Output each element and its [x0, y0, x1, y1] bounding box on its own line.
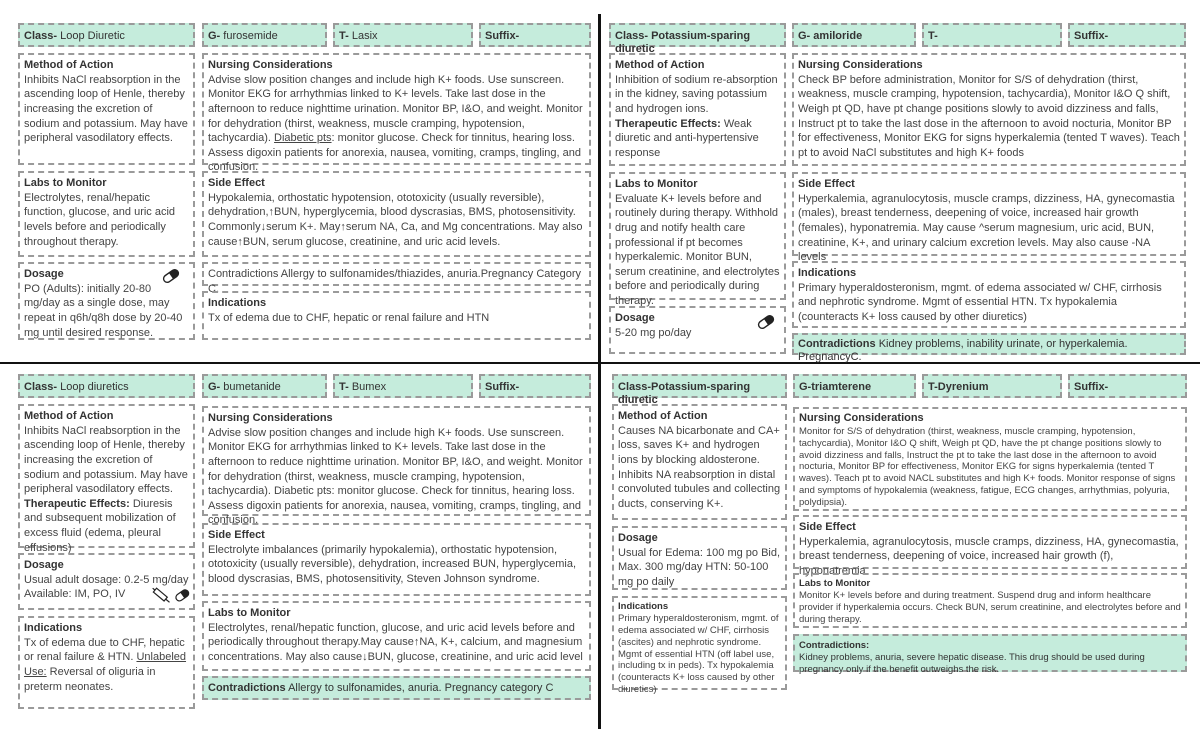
method-of-action	[609, 53, 786, 166]
section-text: Hyperkalemia, agranulocytosis, muscle cramps, dizziness, HA, gynecomastia (males), breast tenderness, deepening of voice, increased hair growth (females), hyponatremia. May cause ^serum magnesium, uric acid, BUN, creatinine, K+, and urinary calcium excretion levels. May also cause -NA levels	[798, 192, 1175, 264]
labs-to-monitor	[793, 573, 1187, 628]
class-field	[18, 374, 195, 398]
generic-label: G-	[208, 30, 221, 42]
class-label: Class-Potassium-sparing diuretic	[618, 381, 751, 407]
section-text: Causes NA bicarbonate and CA+ loss, saves K+ and hydrogen ions by blocking aldosterone. Inhibits NA reabsorption in distal convoluted tubules and collecting ducts, conserving K+.	[618, 424, 781, 510]
section-title: Method of Action	[615, 59, 705, 71]
diabetic-label: Diabetic pts	[274, 132, 332, 145]
section-title: Indications	[208, 297, 267, 309]
section-text: Kidney problems, anuria, severe hepatic disease. This drug should be used during pregnancy only if the benefit outweighs the risk.	[799, 651, 1145, 675]
method-of-action	[18, 404, 195, 554]
class-label: Class-	[615, 30, 649, 42]
therapeutic-effects-label: Therapeutic Effects:	[24, 497, 130, 510]
section-title: Labs to Monitor	[208, 607, 291, 619]
method-of-action	[18, 53, 195, 165]
generic-label: G-	[208, 381, 221, 393]
suffix-label: Suffix-	[485, 30, 520, 42]
section-title: Labs to Monitor	[615, 178, 698, 190]
horizontal-divider-left	[0, 362, 598, 364]
generic-field	[202, 23, 327, 47]
section-title: Method of Action	[24, 59, 114, 71]
dosage	[612, 526, 787, 590]
pill-capsule-icon	[160, 265, 182, 287]
section-title: Dosage	[618, 532, 658, 544]
indications	[612, 596, 787, 696]
trade-field	[333, 374, 473, 398]
section-title: Method of Action	[618, 410, 708, 422]
generic-label: G-	[798, 30, 811, 42]
section-text: Inhibition of sodium re-absorption in the kidney, saving potassium and hydrogen ions.	[615, 73, 778, 115]
section-title: Nursing Considerations	[799, 412, 924, 424]
trade-value: Lasix	[351, 30, 378, 42]
suffix-field	[479, 374, 591, 398]
section-text: Primary hyperaldosteronism, mgmt. of edema associated w/ CHF, cirrhosis (ascites) and nephrotic syndrome. Mgmt of essential HTN (off label use, including tx in peds). Tx hypokalemia (counteracts K+ loss caused by other diuretics)	[618, 612, 779, 696]
class-field	[609, 23, 786, 56]
section-title: Side Effect	[208, 529, 265, 541]
trade-field	[922, 374, 1062, 398]
contraindications	[202, 262, 591, 295]
suffix-label: Suffix-	[485, 381, 520, 393]
section-text: Electrolytes, renal/hepatic function, glucose, and uric acid levels before and periodically throughout therapy.	[24, 191, 176, 248]
labs-to-monitor	[18, 171, 195, 257]
suffix-field	[479, 23, 591, 47]
trade-field	[333, 23, 473, 47]
indications	[792, 261, 1186, 328]
nursing-considerations	[792, 53, 1186, 166]
horizontal-divider-right	[601, 362, 1200, 364]
trade-field	[922, 23, 1062, 47]
class-value: Loop diuretics	[60, 381, 129, 393]
therapeutic-effects-text: Weak diuretic and anti-hypertensive response	[615, 117, 759, 159]
section-title: Side Effect	[799, 521, 856, 533]
section-text: Allergy to sulfonamides, anuria. Pregnancy category C	[288, 682, 554, 694]
method-of-action	[612, 404, 787, 520]
section-text: Inhibits NaCl reabsorption in the ascending loop of Henle, thereby increasing the excretion of sodium and potassium. May have peripheral vasodilatory effects.	[24, 73, 188, 145]
section-text: Advise slow position changes and include high K+ foods. Use sunscreen. Monitor EKG for arrhythmias linked to K+ levels. Take last dose in the afternoon to reduce nighttime urination. Monitor BP, I&O, and weight. Monitor for dehydration (thirst, weakness, muscle cramping, hypotension, tachycardia). Diabetic pts: monitor glucose. Check for tinnitus, hearing loss. Assess digoxin patients for anorexia, nausea, vomiting, cramps, tingling, and confusion.	[208, 426, 583, 527]
section-text: Electrolyte imbalances (primarily hypokalemia), orthostatic hypotension, ototoxicity (usually reversible), dehydration, increased BUN, hyperglycemia, blood dyscrasias, BMS, photosensitivity, Steven Johnson syndrome.	[208, 543, 577, 585]
suffix-label: Suffix-	[1074, 30, 1109, 42]
side-effect	[792, 172, 1186, 264]
section-title: Contradictions:	[799, 640, 870, 651]
suffix-field	[1068, 374, 1187, 398]
section-text: Hypokalemia, orthostatic hypotension, ototoxicity (usually reversible), dehydration,↑BUN, hyperglycemia, blood dyscrasias, BMS, photosensitivity. Commonly↓serum K+. May↑serum NA, Ca, and Mg concentrations. May also cause↑BUN, serum glucose, creatinine, and uric acid levels.	[208, 191, 583, 248]
class-value: Loop Diuretic	[60, 30, 125, 42]
class-field	[612, 374, 787, 407]
section-text: Electrolytes, renal/hepatic function, glucose, and uric acid levels before and periodically throughout therapy.May cause↑NA, K+, calcium, and magnesium concentrations. May also cause↓BUN, glucose, creatinine, and uric acid level	[208, 621, 583, 663]
section-title: Indications	[618, 601, 669, 612]
section-title: Nursing Considerations	[208, 412, 333, 424]
unlabeled-use-label: Unlabeled Use:	[24, 651, 187, 678]
section-text: Usual for Edema: 100 mg po Bid, Max. 300 mg/day HTN: 50-100 mg po daily	[618, 546, 781, 588]
generic-field	[202, 374, 327, 398]
class-field	[18, 23, 195, 47]
section-text: Primary hyperaldosteronism, mgmt. of edema associated w/ CHF, cirrhosis and nephrotic syndrome. Mgmt of essential HTN. Tx hypokalemia (counteracts K+ loss caused by other diuretics)	[798, 281, 1162, 323]
indications	[18, 616, 195, 709]
therapeutic-effects-text: Diuresis and subsequent mobilization of excess fluid (edema, pleural effusions)	[24, 497, 176, 554]
section-title: Side Effect	[798, 178, 855, 190]
vertical-divider	[598, 14, 601, 729]
generic-value: bumetanide	[223, 381, 281, 393]
suffix-field	[1068, 23, 1186, 47]
section-title: Dosage	[615, 312, 655, 324]
section-text: Usual adult dosage: 0.2-5 mg/day Available: IM, PO, IV	[24, 573, 189, 601]
section-title: Indications	[798, 267, 857, 279]
section-title: Nursing Considerations	[208, 59, 333, 71]
section-text-2: : monitor glucose. Check for tinnitus, hearing loss. Assess digoxin patients for anorexia, nausea, vomiting, cramps, tingling, and confusion.	[208, 132, 581, 174]
section-title: Nursing Considerations	[798, 59, 923, 71]
section-text: Evaluate K+ levels before and routinely during therapy. Withhold drug and notify health care professional if pt becomes hyperkalemic. Monitor BUN, serum creatinine, and electrolytes before and periodically during therapy.	[615, 192, 780, 307]
section-text-2: Reversal of oliguria in preterm neonates.	[24, 665, 156, 693]
section-title: Side Effect	[208, 177, 265, 189]
trade-value: Bumex	[351, 381, 387, 393]
generic-value: amiloride	[813, 30, 863, 42]
section-title: Contradictions	[798, 338, 876, 350]
section-text: Monitor for S/S of dehydration (thirst, weakness, muscle cramping, hypotension, tachycardia), Monitor I&O Q shift, Weigh pt QD, have the pt change positions slowly to avoid dizziness and falls, Instruct the pt to take the last dose in the afternoon to avoid nocturia, Monitor BP for effectiveness, Monitor EKG for signs hyperkalemia (tented T waves). Teach pt to avoid NACL substitutes and high K+ foods. Monitor response of signs and symptoms of hypokalemia (weakness, fatigue, ECG changes, arrhythmias, polyuria, polydipsia).	[799, 425, 1176, 508]
side-effect	[793, 515, 1187, 577]
generic-field	[793, 374, 916, 398]
section-text: PO (Adults): initially 20-80 mg/day as a single dose, may repeat in q6h/q8h dose by 20-40 mg until desired response.	[24, 282, 183, 339]
section-title: Contradictions	[208, 682, 286, 694]
section-title: Labs to Monitor	[24, 177, 107, 189]
class-value: Potassium-sparing diuretic	[615, 30, 751, 56]
section-text: Hyperkalemia, agranulocytosis, muscle cramps, dizziness, HA, gynecomastia, breast tenderness, deepening of voice, increased hair growth (f), hyponatremia	[799, 535, 1179, 577]
contraindications	[792, 333, 1186, 364]
nursing-considerations	[202, 53, 591, 174]
pill-capsule-icon	[755, 311, 777, 333]
section-text: Tx of edema due to CHF, hepatic or renal failure & HTN.	[24, 636, 185, 664]
section-text: Tx of edema due to CHF, hepatic or renal failure and HTN	[208, 311, 490, 324]
side-effect	[202, 523, 591, 596]
labs-to-monitor	[202, 601, 591, 671]
generic-field	[792, 23, 916, 47]
section-text: Check BP before administration, Monitor for S/S of dehydration (thirst, weakness, muscle cramping, hypotension, tachycardia), Monitor I&O Q shift, Weigh pt QD, have pt change positions slowly to avoid dizziness and falls, Instruct pt to take the last dose in the afternoon to avoid nocturia, Monitor BP for effectiveness, Monitor EKG for signs hyperkalemia (tented T waves). Teach pt to avoid NaCl substitutes and high K+ foods	[798, 73, 1180, 159]
trade-label: T-Dyrenium	[928, 381, 989, 393]
section-title: Labs to Monitor	[799, 578, 871, 589]
section-text: Kidney problems, inability urinate, or hyperkalemia. PregnancyC.	[798, 338, 1128, 364]
section-text: Monitor K+ levels before and during treatment. Suspend drug and inform healthcare provider if hyperkalemia occurs. Check BUN, serum creatinine, and electrolytes before and during therapy.	[799, 589, 1181, 625]
class-label: Class-	[24, 381, 58, 393]
therapeutic-effects-label: Therapeutic Effects:	[615, 117, 721, 130]
section-text: 5-20 mg po/day	[615, 326, 692, 339]
indications	[202, 291, 591, 340]
side-effect	[202, 171, 591, 257]
generic-label: G-triamterene	[799, 381, 872, 393]
syringe-icon	[150, 585, 190, 605]
section-title: Method of Action	[24, 410, 114, 422]
suffix-label: Suffix-	[1074, 381, 1109, 393]
labs-to-monitor	[609, 172, 786, 307]
section-text: Inhibits NaCl reabsorption in the ascending loop of Henle, thereby increasing the excretion of sodium and potassium. May have peripheral vasodilatory effects.	[24, 424, 188, 496]
trade-label: T-	[339, 381, 349, 393]
section-title: Indications	[24, 622, 83, 634]
class-label: Class-	[24, 30, 58, 42]
trade-label: T-	[339, 30, 349, 42]
nursing-considerations	[202, 406, 591, 527]
contraindications	[793, 634, 1187, 675]
generic-value: furosemide	[223, 30, 278, 42]
contraindications	[202, 676, 591, 700]
section-title: Dosage	[24, 268, 64, 280]
section-title: Dosage	[24, 559, 64, 571]
section-text: Advise slow position changes and include high K+ foods. Use sunscreen. Monitor EKG for arrhythmias linked to K+ levels. Take last dose in the afternoon to reduce nighttime urination. Monitor BP, I&O, and weight. Monitor for dehydration (thirst, weakness, muscle cramping, hypotension, tachycardia).	[208, 73, 583, 145]
section-text: Contradictions Allergy to sulfonamides/thiazides, anuria.Pregnancy Category C.	[208, 268, 581, 295]
trade-label: T-	[928, 30, 938, 42]
nursing-considerations	[793, 407, 1187, 511]
